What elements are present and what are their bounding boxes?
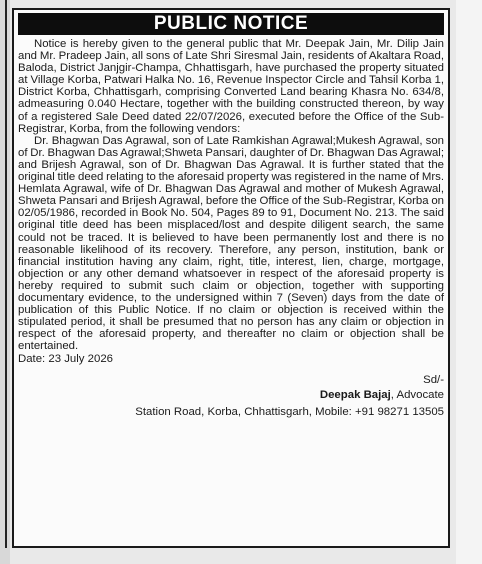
signature-mark: Sd/- bbox=[423, 374, 444, 387]
page-margin bbox=[456, 0, 482, 564]
notice-title: PUBLIC NOTICE bbox=[18, 13, 444, 35]
public-notice-box bbox=[12, 8, 450, 548]
signer-address: Station Road, Korba, Chhattisgarh, Mobile: +91 98271 13505 bbox=[135, 406, 444, 419]
notice-paragraph-1: Notice is hereby given to the general public that Mr. Deepak Jain, Mr. Dilip Jain and Mr. Pradeep Jain, all sons of Late Shri Siresmal Jain, residents of Akaltara Road, Baloda, District Janjgir-Champa, Chhattisgarh, have purchased the property situated at Village Korba, Patwari Halka No. 16, Revenue Inspector Circle and Tahsil Korba 1, District Korba, Chhattisgarh, comprising Converted Land bearing Khasra No. 634/8, admeasuring 0.040 Hectare, together with the building constructed thereon, by way of a registered Sale Deed dated 22/07/2026, executed before the Office of the Sub-Registrar, Korba, from the following vendors: bbox=[18, 38, 444, 135]
notice-date: Date: 23 July 2026 bbox=[18, 353, 113, 366]
signer-line bbox=[18, 389, 444, 402]
column-divider bbox=[5, 0, 7, 548]
notice-paragraph-2: Dr. Bhagwan Das Agrawal, son of Late Ramkishan Agrawal;Mukesh Agrawal, son of Dr. Bhagwan Das Agrawal;Shweta Pansari, daughter of Dr. Bhagwan Das Agrawal; and Brijesh Agrawal, son of Dr. Bhagwan Das Agrawal. It is further stated that the original title deed relating to the aforesaid property was registered in the name of Mrs. Hemlata Agrawal, wife of Dr. Bhagwan Das Agrawal and mother of Mukesh Agrawal, Shweta Pansari and Brijesh Agrawal, before the Office of the Sub-Registrar, Korba on 02/05/1986, recorded in Book No. 504, Pages 89 to 91, Document No. 213. The said original title deed has been misplaced/lost and despite diligent search, the same could not be traced. It is believed to have been permanently lost and there is no reasonable likelihood of its recovery. Therefore, any person, institution, bank or financial institution having any claim, right, title, interest, lien, charge, mortgage, objection or any other demand whatsoever in respect of the aforesaid property is hereby required to submit such claim or objection, together with supporting documentary evidence, to the undersigned within 7 (Seven) days from the date of publication of this Public Notice. If no claim or objection is received within the stipulated period, it shall be presumed that no person has any claim or objection in respect of the aforesaid property, and thereafter no claim or objection shall be entertained. bbox=[18, 134, 444, 353]
signer-name: Deepak Bajaj bbox=[319, 389, 391, 402]
signer-title: , Advocate bbox=[390, 389, 444, 402]
